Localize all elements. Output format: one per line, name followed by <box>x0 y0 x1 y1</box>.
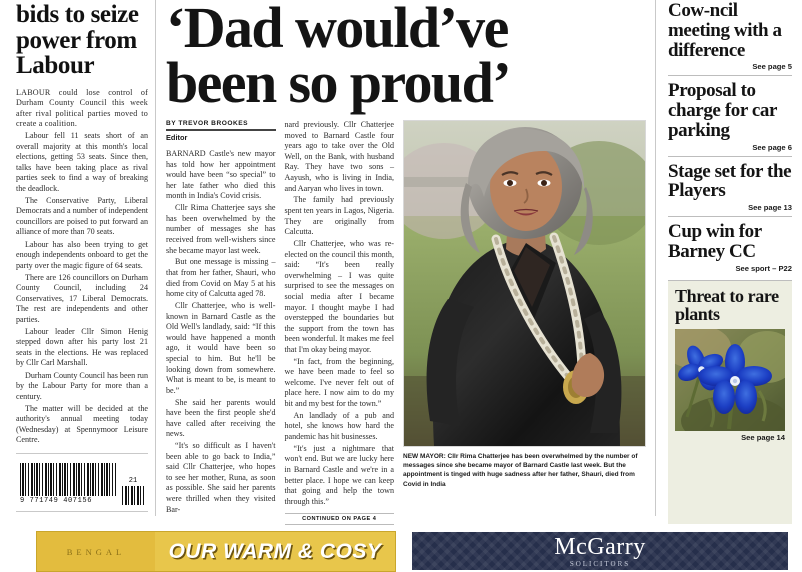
photo-caption <box>403 452 646 489</box>
left-column-headline: bids to seize power from Labour <box>16 1 139 79</box>
teaser-page-ref: See page 6 <box>752 142 792 152</box>
main-story <box>156 0 656 524</box>
mayor-photo <box>403 120 646 447</box>
story-body-1 <box>166 149 276 515</box>
photo-caption-text: Cllr Rima Chatterjee has been overwhelmed by the number of messages since she became mayor of Barnard Castle last week. But the appointment is tinged with huge sadness after her father, Shauri, died from Covid in India <box>403 453 638 488</box>
teaser-item-2[interactable] <box>668 75 792 155</box>
ad-mcgarry-subtitle: SOLICITORS <box>569 559 631 568</box>
barcode <box>16 453 148 512</box>
photo-caption-lead: NEW MAYOR: <box>403 453 446 461</box>
barcode-addon-bars-icon <box>122 486 144 505</box>
ad-mcgarry-brand: McGarry <box>554 533 646 560</box>
teaser-item-1[interactable] <box>668 0 792 75</box>
paragraph: But one message is missing – that from her father, Shauri, who died from Covid on May 5 at his home city of Calcutta aged 78. <box>166 257 276 299</box>
paragraph: The matter will be decided at the authority's annual meeting today (Wednesday) at Spennymoor Leisure Centre. <box>16 403 148 445</box>
paragraph: Durham County Council has been run by the Labour Party for more than a century. <box>16 370 148 401</box>
teaser-page-ref: See sport – P22 <box>735 263 792 273</box>
paragraph: She said her parents would have been the first people she'd have called after receiving the news. <box>166 397 276 439</box>
paragraph: Cllr Chatterjee, who was re-elected on the council this month, said: “It's been really overwhelming – I was quite surprised to see the messages on social media after I became mayor. I thought maybe I had overstepped the boundaries but the support from the town has been wonderful. It makes me feel that I'm okay being mayor. <box>284 238 394 354</box>
ad-mcgarry[interactable] <box>410 524 802 570</box>
right-rail <box>656 0 802 524</box>
teaser-item-rare-plants[interactable] <box>668 280 792 525</box>
main-headline-line1: ‘Dad would’ve <box>166 0 508 60</box>
paragraph: “It's so difficult as I haven't been able to go back to India,” said Cllr Chatterjee, who hopes to see her mother, Runa, as soon as possible. She said her parents were thrilled when they visited Bar- <box>166 441 276 514</box>
continued-label[interactable]: CONTINUED ON PAGE 4 <box>285 513 395 525</box>
main-headline <box>166 0 646 115</box>
paragraph: An landlady of a pub and hotel, she knows how hard the pandemic has hit businesses. <box>284 410 394 442</box>
teaser-title: Cup win for Barney CC <box>668 221 762 262</box>
teaser-title: Cow-ncil meeting with a difference <box>668 0 782 61</box>
paragraph: “It's just a nightmare that won't end. But we are lucky here in Barnard Castle and we're in a better place. I hope we can keep that going and help the town through this.” <box>284 443 394 506</box>
barcode-digits: 9 771749 407156 <box>20 497 93 505</box>
paragraph: Cllr Chatterjee, who is well-known in Barnard Castle as the Old Well's landlady, said: “If this would have happened a month ago, it would have been so special to him. But he'll be looking down from somewhere. What is meant to be, is meant to be.” <box>166 300 276 395</box>
ad-mcgarry-inner <box>412 532 788 570</box>
paragraph: Cllr Rima Chatterjee says she has been overwhelmed by the number of messages she has received from well-wishers since she became mayor last week. <box>166 203 276 255</box>
paragraph: BARNARD Castle's new mayor has told how her appointment would have been “so special” to her late father who died this month in India's Covid crisis. <box>166 149 276 201</box>
main-headline-line2: been so proud’ <box>166 49 510 115</box>
teaser-title: Threat to rare plants <box>675 285 779 325</box>
story-body-2 <box>285 120 395 507</box>
ad-bengal-inner <box>36 531 396 572</box>
mayor-photo-block <box>403 120 646 525</box>
paragraph: “In fact, from the beginning, we have been made to feel so welcome. I've never felt out of place here. I now aim to do my bit and my best for the town.” <box>284 356 394 409</box>
paragraph: There are 126 councillors on Durham County Council, including 24 Conservatives, 17 Liberal Democrats. The rest are independents and other parties. <box>16 272 148 324</box>
story-grid <box>166 120 646 525</box>
teaser-page-ref: See page 14 <box>741 432 785 442</box>
teaser-title: Stage set for the Players <box>668 160 792 202</box>
mayor-portrait-illustration <box>404 121 645 446</box>
story-column-2 <box>285 120 395 525</box>
teaser-item-3[interactable] <box>668 156 792 217</box>
teaser-title: Proposal to charge for car parking <box>668 80 777 141</box>
left-column-body <box>16 88 148 448</box>
teaser-item-4[interactable] <box>668 216 792 277</box>
rare-plant-photo <box>675 329 785 431</box>
paragraph: Labour has also been trying to get enough independents onboard to get the party over the magic figure of 64 seats. <box>16 239 148 270</box>
paragraph: The family had previously spent ten years in Lagos, Nigeria. They are originally from Calcutta. <box>284 195 394 237</box>
barcode-addon <box>122 477 144 505</box>
ad-bengal-brand: BENGAL <box>66 546 126 557</box>
ad-bengal-logo <box>37 532 155 571</box>
teaser-page-ref: See page 5 <box>752 62 792 72</box>
gentian-flower-illustration <box>675 329 785 431</box>
teaser-page-ref: See page 13 <box>748 203 792 212</box>
byline: BY TREVOR BROOKES <box>166 120 276 131</box>
paragraph: Labour fell 11 seats short of an overall majority at this month's local elections, getting 53 seats. Since then, talks have been taking place as rival parties seek to find a way of breaking the deadlock. <box>16 131 148 193</box>
paragraph: LABOUR could lose control of Durham County Council this week after rival political parties moved to create a coalition. <box>16 87 148 129</box>
paragraph: The Conservative Party, Liberal Democrats and a number of independent councillors are poised to put forward an alliance of more than 70 seats. <box>16 195 148 237</box>
paragraph: Labour leader Cllr Simon Henig stepped down after his party lost 21 seats in the elections. He was replaced by Cllr Carl Marshall. <box>16 326 148 368</box>
paragraph: nard previously. Cllr Chatterjee moved to Barnard Castle four years ago to take over the Old Well, on the Bank, with husband Ray. They have two sons – Aayush, who is living in India, and Aaryan who lives in town. <box>284 120 394 193</box>
ad-bengal-slogan: OUR WARM & COSY <box>168 539 382 563</box>
byline-role: Editor <box>166 133 188 143</box>
story-column-1 <box>166 120 276 525</box>
left-column <box>0 0 156 524</box>
bottom-ad-strip <box>0 524 802 570</box>
barcode-addon-number: 21 <box>128 477 138 485</box>
ad-bengal[interactable] <box>0 524 410 570</box>
barcode-main <box>20 463 116 505</box>
barcode-bars-icon <box>20 463 116 496</box>
